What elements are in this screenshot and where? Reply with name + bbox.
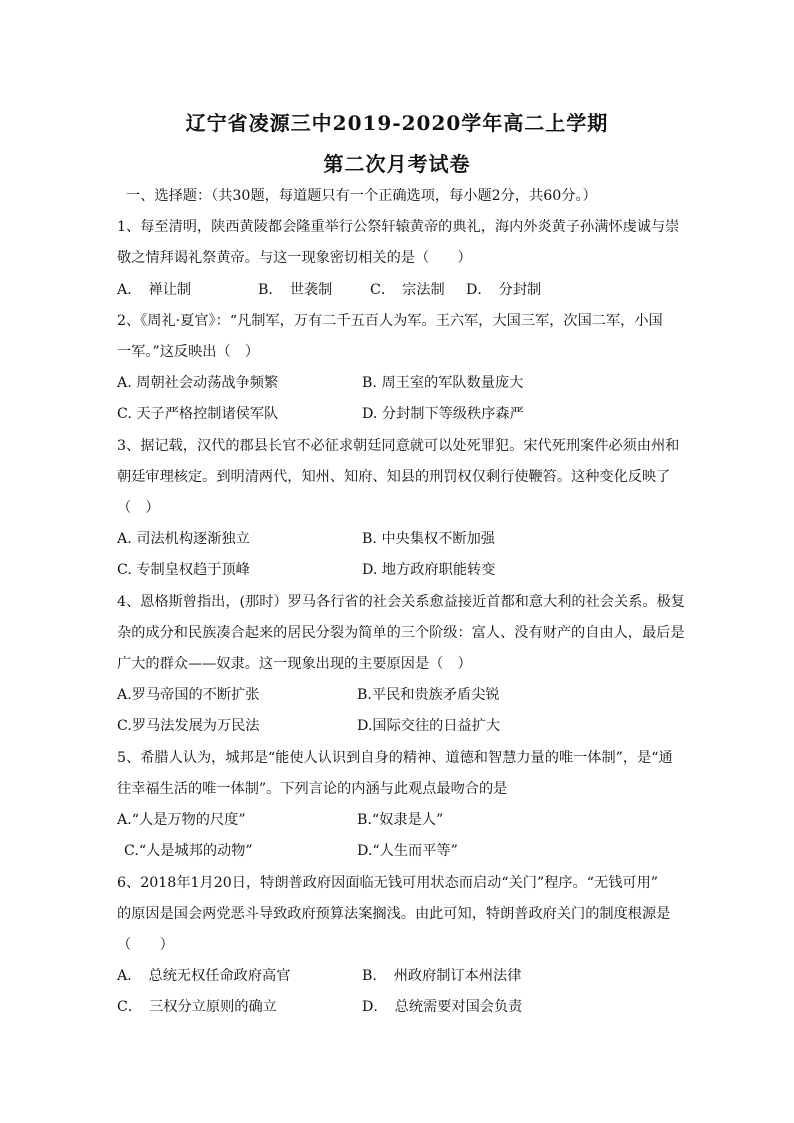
question-6-option-c: C． 三权分立原则的确立 (117, 999, 277, 1015)
question-2-option-a: A. 周朝社会动荡战争频繁 (117, 375, 279, 391)
question-6-option-b: B． 州政府制订本州法律 (362, 968, 522, 984)
question-3-option-c: C. 专制皇权趋于顶峰 (117, 562, 250, 578)
question-2-line-1: 2、《周礼·夏官》：“凡制军，万有二千五百人为军。王六军，大国三军，次国二军，小国 (117, 313, 663, 329)
exam-subtitle: 第二次月考试卷 (323, 152, 471, 176)
question-5-option-b: B.“奴隶是人” (357, 812, 444, 828)
question-3-line-2: 朝廷审理核定。到明清两代，知州、知府、知县的刑罚权仅剩行使鞭笞。这种变化反映了 (117, 469, 671, 485)
question-6-line-2: 的原因是国会两党恶斗导致政府预算法案搁浅。由此可知，特朗普政府关门的制度根源是 (117, 906, 671, 922)
question-5-option-a: A.“人是万物的尺度” (117, 812, 246, 828)
question-2-option-b: B. 周王室的军队数量庞大 (362, 375, 524, 391)
question-5-line-2: 往幸福生活的唯一体制”。下列言论的内涵与此观点最吻合的是 (117, 781, 508, 797)
question-6-option-a: A． 总统无权任命政府高官 (117, 968, 291, 984)
question-1-option-c: C． 宗法制 (370, 282, 445, 298)
question-6-option-d: D． 总统需要对国会负责 (362, 999, 523, 1015)
question-1-option-b: B． 世袭制 (258, 282, 333, 298)
question-2-option-c: C. 天子严格控制诸侯军队 (117, 406, 279, 422)
question-4-line-1: 4、恩格斯曾指出，(那时）罗马各行省的社会关系愈益接近首都和意大利的社会关系。极复 (117, 594, 685, 610)
question-4-option-a: A.罗马帝国的不断扩张 (117, 687, 260, 703)
question-6-line-3: （ ） (117, 937, 174, 953)
question-5-option-d: D.“人生而平等” (357, 843, 458, 859)
question-6-line-1: 6、2018年1月20日，特朗普政府因面临无钱可用状态而启动“关门”程序。“无钱可用” (117, 875, 659, 891)
question-3-option-a: A. 司法机构逐渐独立 (117, 531, 250, 547)
section-header: 一、选择题：（共30题，每道题只有一个正确选项，每小题2分，共60分。） (126, 188, 597, 204)
question-1-line-2: 敬之情拜谒礼祭黄帝。与这一现象密切相关的是（ ） (117, 250, 472, 266)
question-4-option-c: C.罗马法发展为万民法 (117, 718, 260, 734)
question-5-option-c: C.“人是城邦的动物” (124, 843, 253, 859)
question-1-option-d: D． 分封制 (466, 282, 542, 298)
question-4-option-d: D.国际交往的日益扩大 (357, 718, 501, 734)
question-3-option-b: B. 中央集权不断加强 (362, 531, 495, 547)
question-2-option-d: D. 分封制下等级秩序森严 (362, 406, 524, 422)
question-4-option-b: B.平民和贵族矛盾尖锐 (357, 687, 500, 703)
question-4-line-2: 杂的成分和民族凑合起来的居民分裂为简单的三个阶级：富人、没有财产的自由人，最后是 (117, 625, 685, 641)
question-3-line-3: （ ） (117, 500, 160, 516)
question-3-line-1: 3、据记载，汉代的郡县长官不必征求朝廷同意就可以处死罪犯。宋代死刑案件必须由州和 (117, 438, 680, 454)
question-1-option-a: A． 禅让制 (117, 282, 192, 298)
question-1-line-1: 1、每至清明，陕西黄陵都会隆重举行公祭轩辕黄帝的典礼，海内外炎黄子孙满怀虔诚与崇 (117, 219, 680, 235)
question-3-option-d: D. 地方政府职能转变 (362, 562, 496, 578)
exam-title: 辽宁省凌源三中2019-2020学年高二上学期 (185, 111, 609, 135)
question-5-line-1: 5、希腊人认为，城邦是“能使人认识到自身的精神、道德和智慧力量的唯一体制”，是“通 (117, 750, 673, 766)
question-4-line-3: 广大的群众——奴隶。这一现象出现的主要原因是（ ） (117, 656, 472, 672)
question-2-line-2: 一军。”这反映出（ ） (117, 344, 260, 360)
